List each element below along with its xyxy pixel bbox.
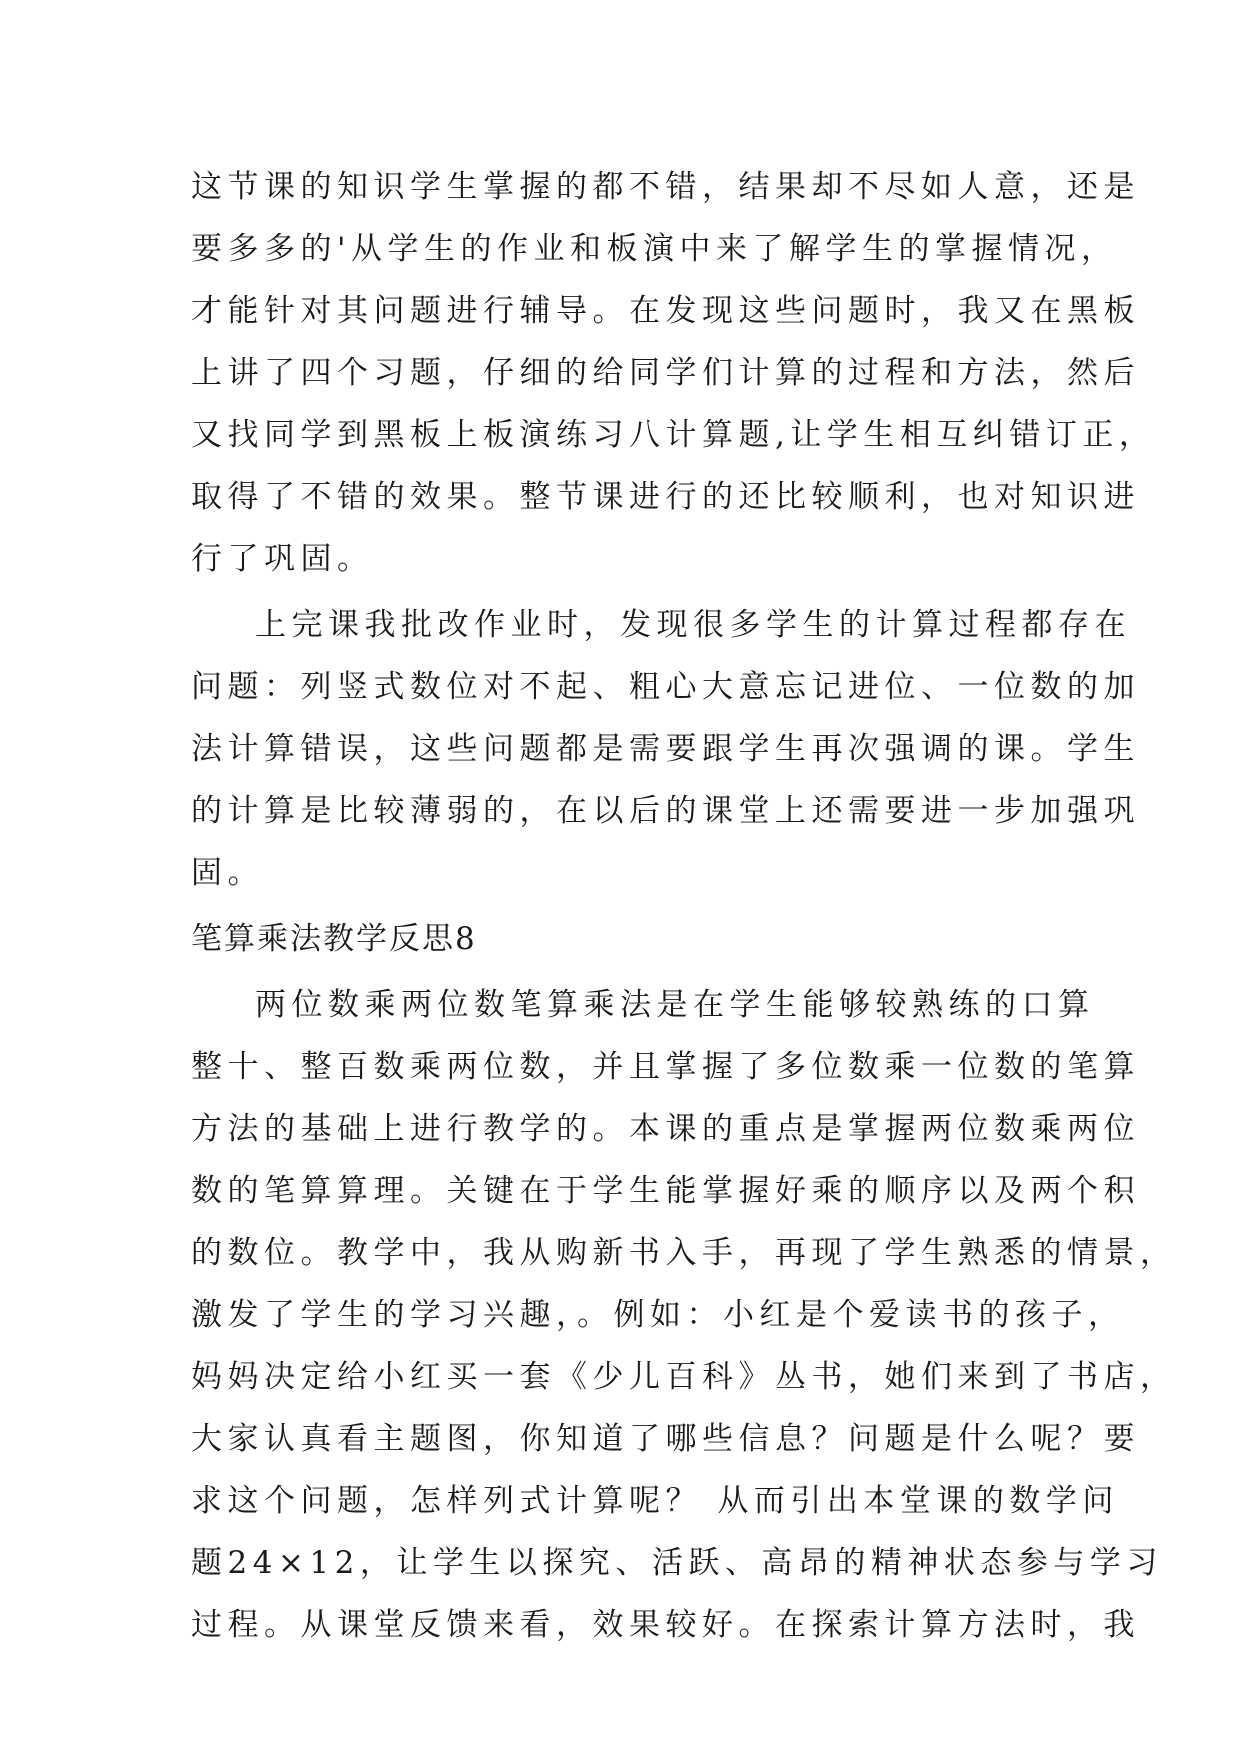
paragraph-2 [191, 594, 1140, 904]
text-line: 过程。从课堂反馈来看，效果较好。在探索计算方法时，我 [191, 1607, 1140, 1643]
text-line: 上讲了四个习题，仔细的给同学们计算的过程和方法，然后 [191, 355, 1140, 391]
paragraph-3 [191, 974, 1177, 1656]
text-line: 方法的基础上进行教学的。本课的重点是掌握两位数乘两位 [191, 1111, 1140, 1147]
text-line: 要多多的'从学生的作业和板演中来了解学生的掌握情况， [191, 231, 1118, 267]
text-line: 求这个问题，怎样列式计算呢？ 从而引出本堂课的数学问 [191, 1483, 1119, 1519]
section-heading: 笔算乘法教学反思8 [191, 921, 477, 957]
text-line: 问题：列竖式数位对不起、粗心大意忘记进位、一位数的加 [191, 669, 1140, 705]
text-line: 整十、整百数乘两位数，并且掌握了多位数乘一位数的笔算 [191, 1049, 1140, 1085]
text-line: 大家认真看主题图，你知道了哪些信息？问题是什么呢？要 [191, 1421, 1140, 1457]
text-line: 这节课的知识学生掌握的都不错，结果却不尽如人意，还是 [191, 169, 1140, 205]
text-line: 激发了学生的学习兴趣，。例如：小红是个爱读书的孩子， [191, 1297, 1125, 1333]
text-line: 题24×12，让学生以探究、活跃、高昂的精神状态参与学习 [191, 1545, 1163, 1581]
text-line: 的计算是比较薄弱的，在以后的课堂上还需要进一步加强巩 [191, 793, 1140, 829]
text-line: 才能针对其问题进行辅导。在发现这些问题时，我又在黑板 [191, 293, 1140, 329]
text-line: 两位数乘两位数笔算乘法是在学生能够较熟练的口算 [255, 987, 1095, 1023]
paragraph-1 [191, 156, 1156, 590]
text-line: 又找同学到黑板上板演练习八计算题,让学生相互纠错订正， [191, 417, 1156, 453]
text-line: 法计算错误，这些问题都是需要跟学生再次强调的课。学生 [191, 731, 1140, 767]
text-line: 上完课我批改作业时，发现很多学生的计算过程都存在 [255, 607, 1131, 643]
text-line: 数的笔算算理。关键在于学生能掌握好乘的顺序以及两个积 [191, 1173, 1140, 1209]
text-line: 行了巩固。 [191, 541, 374, 577]
text-line: 的数位。教学中，我从购新书入手，再现了学生熟悉的情景， [191, 1235, 1177, 1271]
document-body [191, 156, 1177, 1656]
text-line: 取得了不错的效果。整节课进行的还比较顺利，也对知识进 [191, 479, 1140, 515]
text-line: 固。 [191, 855, 264, 891]
text-line: 妈妈决定给小红买一套《少儿百科》丛书，她们来到了书店， [191, 1359, 1177, 1395]
